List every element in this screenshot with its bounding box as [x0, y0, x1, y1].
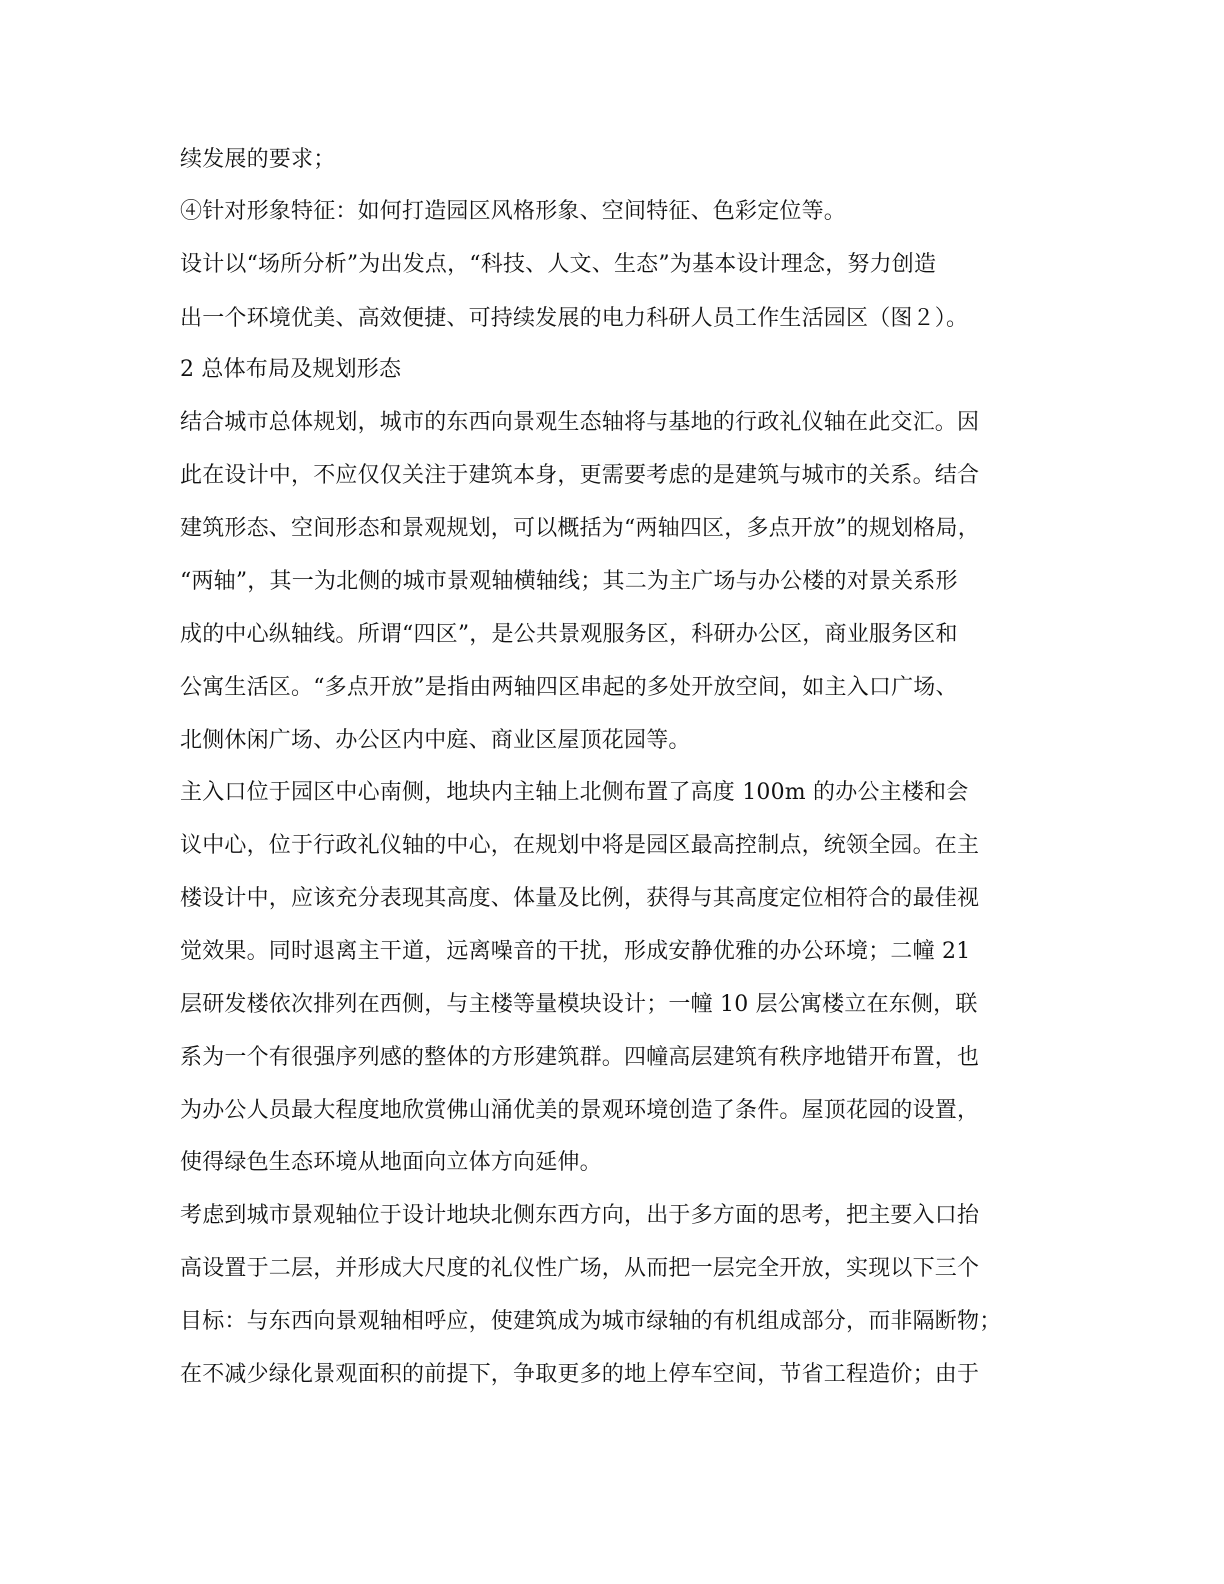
- text-line: ④针对形象特征：如何打造园区风格形象、空间特征、色彩定位等。: [180, 199, 847, 224]
- text-line: 设计以“场所分析”为出发点，“科技、人文、生态”为基本设计理念，努力创造: [180, 252, 937, 277]
- text-line: 建筑形态、空间形态和景观规划，可以概括为“两轴四区，多点开放”的规划格局，: [180, 516, 980, 541]
- text-line: 为办公人员最大程度地欣赏佛山涌优美的景观环境创造了条件。屋顶花园的设置，: [180, 1098, 980, 1123]
- text-line: 结合城市总体规划，城市的东西向景观生态轴将与基地的行政礼仪轴在此交汇。因: [180, 410, 980, 435]
- text-line: 楼设计中，应该充分表现其高度、体量及比例，获得与其高度定位相符合的最佳视: [180, 886, 980, 911]
- text-line: 系为一个有很强序列感的整体的方形建筑群。四幢高层建筑有秩序地错开布置，也: [180, 1045, 980, 1070]
- text-line: 高设置于二层，并形成大尺度的礼仪性广场，从而把一层完全开放，实现以下三个: [180, 1256, 980, 1281]
- text-line: 考虑到城市景观轴位于设计地块北侧东西方向，出于多方面的思考，把主要入口抬: [180, 1203, 980, 1228]
- text-line: 目标：与东西向景观轴相呼应，使建筑成为城市绿轴的有机组成部分，而非隔断物；: [180, 1309, 1002, 1334]
- text-line: 此在设计中，不应仅仅关注于建筑本身，更需要考虑的是建筑与城市的关系。结合: [180, 463, 980, 488]
- text-line: 北侧休闲广场、办公区内中庭、商业区屋顶花园等。: [180, 728, 691, 753]
- text-line: 在不减少绿化景观面积的前提下，争取更多的地上停车空间，节省工程造价；由于: [180, 1362, 980, 1387]
- text-line: 续发展的要求；: [180, 147, 336, 172]
- text-line: 使得绿色生态环境从地面向立体方向延伸。: [180, 1150, 602, 1175]
- text-line: 层研发楼依次排列在西侧，与主楼等量模块设计；一幢 10 层公寓楼立在东侧，联: [180, 992, 978, 1017]
- text-line: 出一个环境优美、高效便捷、可持续发展的电力科研人员工作生活园区（图２）。: [180, 306, 969, 331]
- text-line: 公寓生活区。“多点开放”是指由两轴四区串起的多处开放空间，如主入口广场、: [180, 675, 958, 700]
- text-line: 觉效果。同时退离主干道，远离噪音的干扰，形成安静优雅的办公环境；二幢 21: [180, 939, 971, 964]
- text-line: “两轴”，其一为北侧的城市景观轴横轴线；其二为主广场与办公楼的对景关系形: [180, 569, 958, 594]
- text-line: 议中心，位于行政礼仪轴的中心，在规划中将是园区最高控制点，统领全园。在主: [180, 833, 980, 858]
- text-line: 主入口位于园区中心南侧，地块内主轴上北侧布置了高度 100m 的办公主楼和会: [180, 780, 969, 805]
- text-line: 成的中心纵轴线。所谓“四区”，是公共景观服务区，科研办公区，商业服务区和: [180, 622, 958, 647]
- section-heading: 2 总体布局及规划形态: [180, 357, 402, 382]
